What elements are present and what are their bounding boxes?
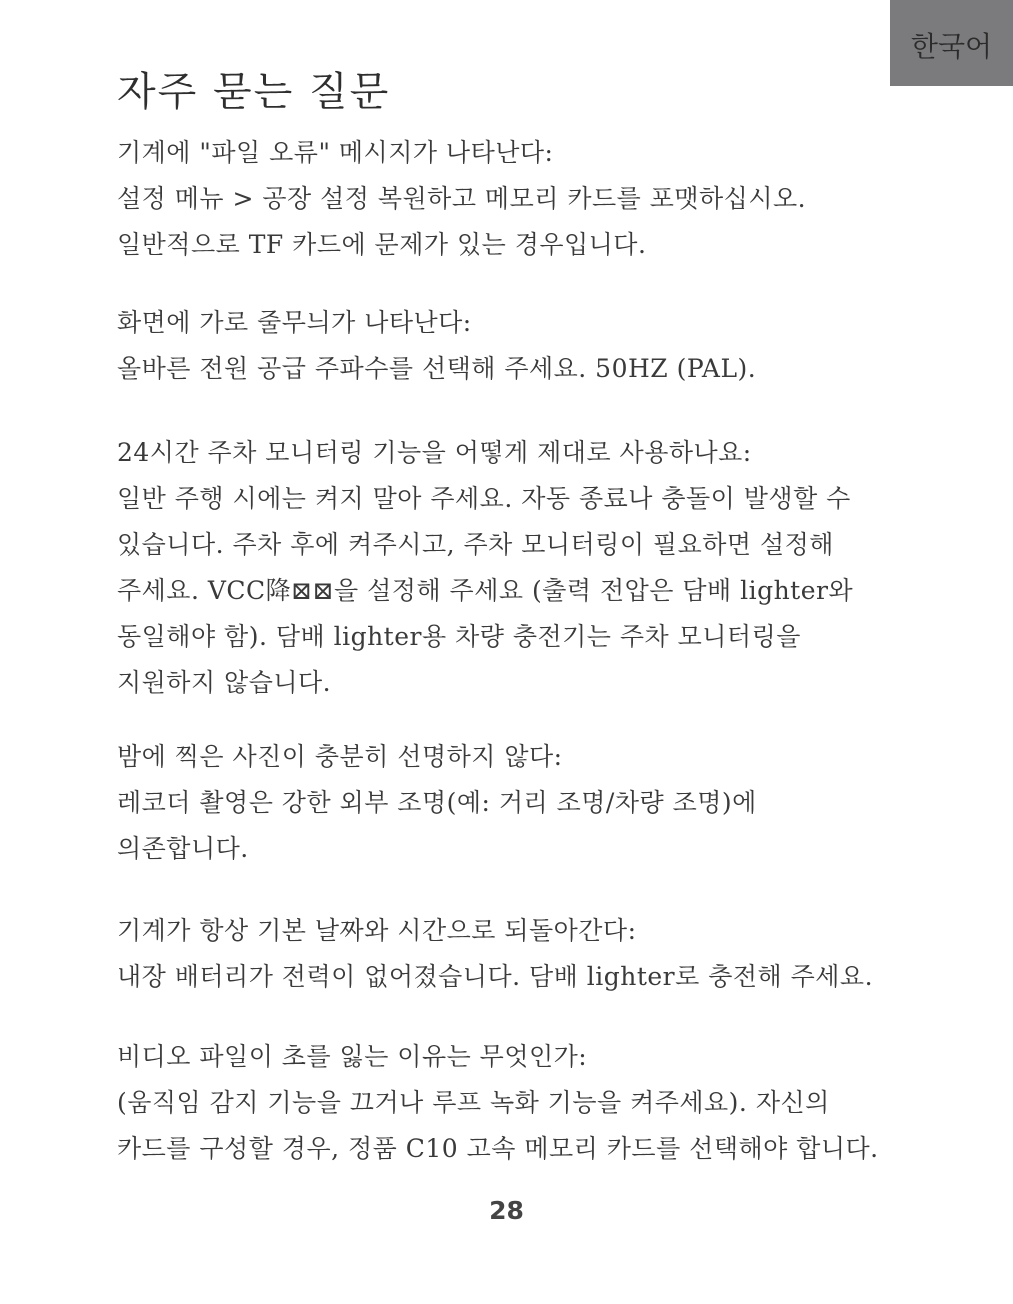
language-tab-label: 한국어 (910, 30, 993, 63)
faq-answer-line: 카드를 구성할 경우, 정품 C10 고속 메모리 카드를 선택해야 합니다. (117, 1134, 879, 1163)
faq-answer-line: 의존합니다. (117, 834, 249, 863)
faq-item-screen-stripes (117, 300, 997, 392)
faq-answer-line: 있습니다. 주차 후에 켜주시고, 주차 모니터링이 필요하면 설정해 (117, 530, 834, 559)
faq-question: 기계가 항상 기본 날짜와 시간으로 되돌아간다: (117, 916, 637, 945)
faq-answer-line: 주세요. VCC降⊠⊠을 설정해 주세요 (출력 전압은 담배 lighter와 (117, 576, 854, 605)
faq-question: 24시간 주차 모니터링 기능을 어떻게 제대로 사용하나요: (117, 438, 752, 467)
faq-question: 화면에 가로 줄무늬가 나타난다: (117, 308, 472, 337)
page-title: 자주 묻는 질문 (117, 69, 391, 115)
faq-answer-line: 동일해야 함). 담배 lighter용 차량 충전기는 주차 모니터링을 (117, 622, 801, 651)
faq-answer-line: 내장 배터리가 전력이 없어졌습니다. 담배 lighter로 충전해 주세요. (117, 962, 874, 991)
language-tab (890, 0, 1013, 86)
faq-answer-line: 지원하지 않습니다. (117, 668, 332, 697)
faq-item-file-error (117, 130, 997, 268)
faq-question: 비디오 파일이 초를 잃는 이유는 무엇인가: (117, 1042, 588, 1071)
faq-item-parking-monitor (117, 430, 997, 706)
faq-item-night-photos (117, 734, 997, 872)
faq-question: 밤에 찍은 사진이 충분히 선명하지 않다: (117, 742, 563, 771)
faq-item-date-reset (117, 908, 997, 1000)
faq-question: 기계에 "파일 오류" 메시지가 나타난다: (117, 138, 554, 167)
faq-answer-line: 레코더 촬영은 강한 외부 조명(예: 거리 조명/차량 조명)에 (117, 788, 757, 817)
faq-answer-line: 일반 주행 시에는 켜지 말아 주세요. 자동 종료나 충돌이 발생할 수 (117, 484, 851, 513)
faq-answer-line: 올바른 전원 공급 주파수를 선택해 주세요. 50HZ (PAL). (117, 354, 757, 383)
faq-answer-line: (움직임 감지 기능을 끄거나 루프 녹화 기능을 켜주세요). 자신의 (117, 1088, 830, 1117)
faq-answer-line: 설정 메뉴 > 공장 설정 복원하고 메모리 카드를 포맷하십시오. (117, 184, 807, 213)
page-number: 28 (489, 1196, 524, 1225)
faq-item-video-seconds (117, 1034, 997, 1172)
faq-answer-line: 일반적으로 TF 카드에 문제가 있는 경우입니다. (117, 230, 647, 259)
